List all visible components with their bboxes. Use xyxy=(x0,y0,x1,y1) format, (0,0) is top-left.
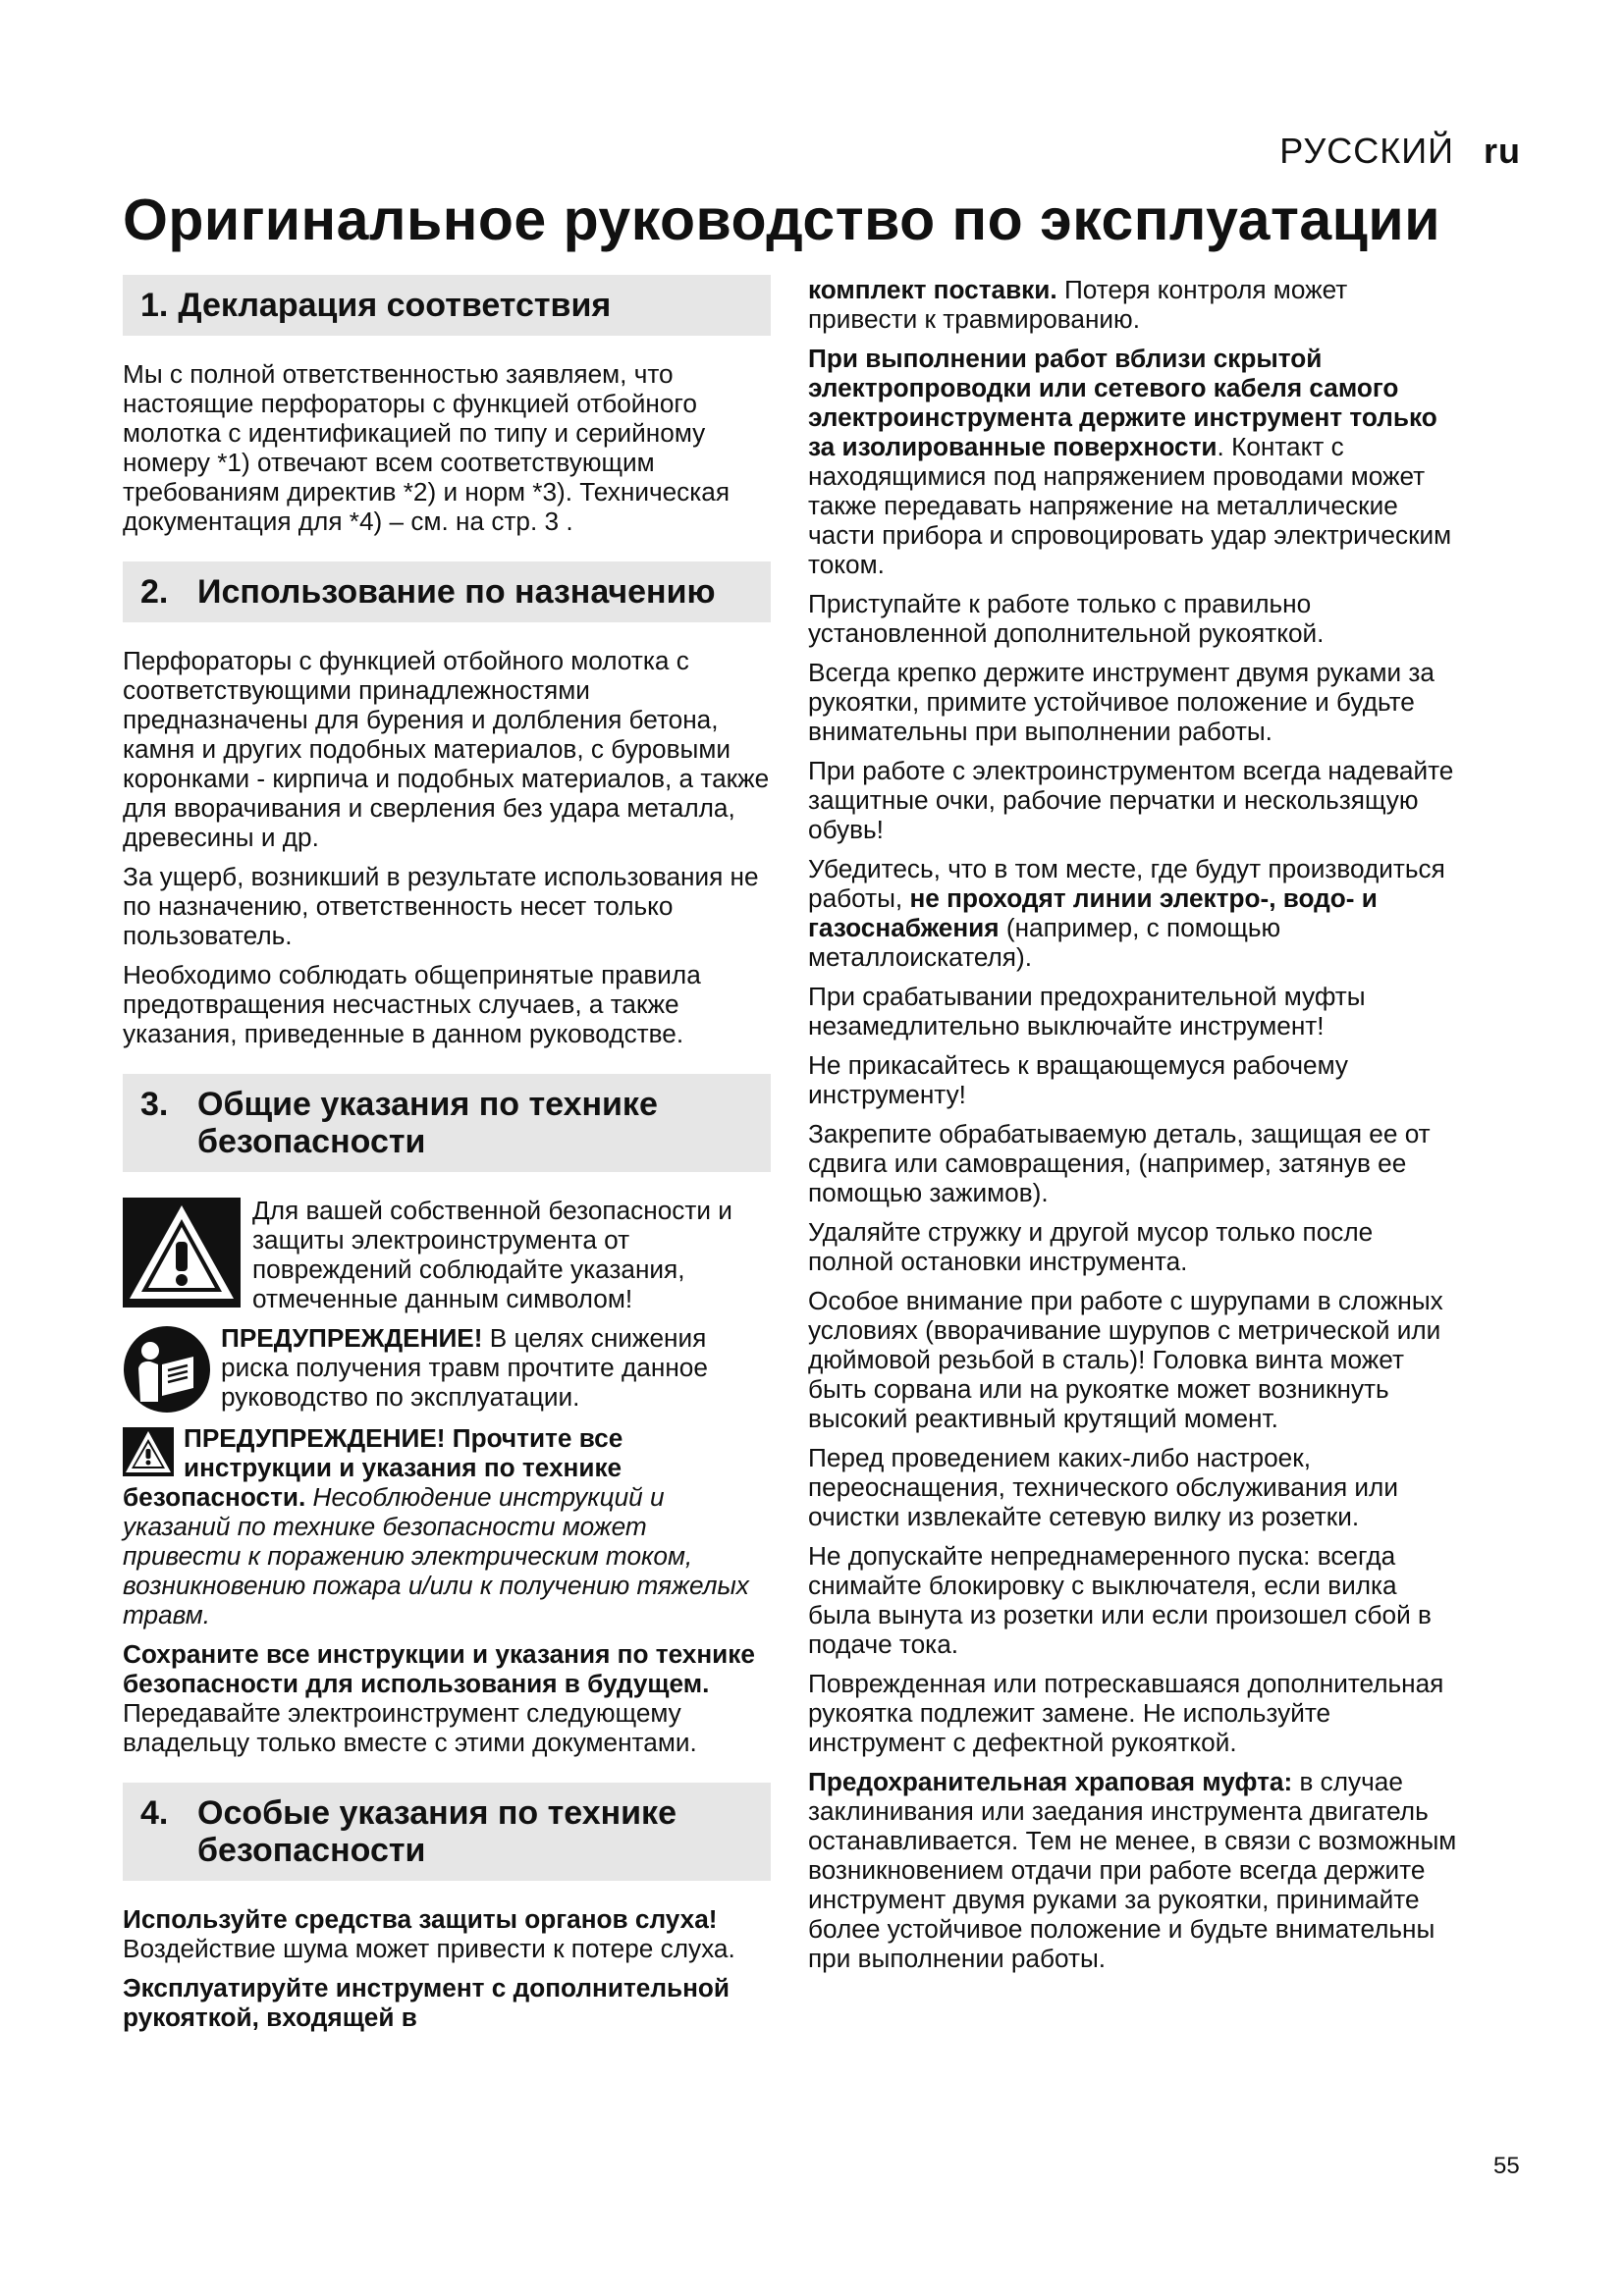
warning-italic-text: Несоблюдение инструкций и указаний по технике безопасности может привести к поражению электрическим током, возникновению пожара и/или к получению тяжелых травм. xyxy=(123,1482,749,1629)
section-title: Особые указания по технике безопасности xyxy=(197,1794,677,1869)
warning-bold: ПРЕДУПРЕЖДЕНИЕ! xyxy=(221,1323,483,1353)
section-2-heading xyxy=(123,561,771,622)
paragraph-bold: не проходят линии электро-, водо- и газоснабжения xyxy=(808,883,1378,942)
warning-symbol-note xyxy=(123,1196,771,1313)
paragraph: Передавайте электроинструмент следующему владельцу только вместе с этими документами. xyxy=(123,1698,697,1757)
paragraph: За ущерб, возникший в результате использования не по назначению, ответственность несет только пользователь. xyxy=(123,862,759,950)
paragraph-text: Потеря контроля может привести к травмированию. xyxy=(808,275,1348,334)
paragraph-bold: комплект поставки. xyxy=(808,275,1057,304)
paragraph: Не прикасайтесь к вращающемуся рабочему инструменту! xyxy=(808,1050,1348,1109)
paragraph: Удаляйте стружку и другой мусор только после полной остановки инструмента. xyxy=(808,1217,1374,1276)
paragraph: Перед проведением каких-либо настроек, переоснащения, технического обслуживания или очистки извлекайте сетевую вилку из розетки. xyxy=(808,1443,1398,1531)
read-manual-warning xyxy=(123,1323,771,1414)
section-title: Использование по назначению xyxy=(197,573,716,611)
warning-text: В целях снижения риска получения травм прочтите данное руководство по эксплуатации. xyxy=(221,1323,708,1412)
paragraph: Для вашей собственной безопасности и защиты электроинструмента от повреждений соблюдайте указания, отмеченные данным символом! xyxy=(252,1196,732,1313)
left-column xyxy=(123,275,771,2042)
paragraph: Перфораторы с функцией отбойного молотка с соответствующими принадлежностями предназначены для бурения и долбления бетона, камня и других подобных материалов, с буровыми коронками - кирпича и подобных материалов, а также для вворачивания и сверления без удара металла, древесины и др. xyxy=(123,646,770,852)
right-column xyxy=(808,275,1461,1983)
section-3-heading xyxy=(123,1074,771,1172)
paragraph: Мы с полной ответственностью заявляем, что настоящие перфораторы с функцией отбойного молотка с идентификацией по типу и серийному номеру *1) отвечают всем соответствующим требованиям директив *2) и норм *3). Техническая документация для *4) – см. на стр. 3 . xyxy=(123,359,731,536)
warning-bold: ПРЕДУПРЕЖДЕНИЕ! Прочтите все инструкции и указания по технике безопасности. xyxy=(123,1423,623,1512)
keep-instructions-bold: Сохраните все инструкции и указания по технике безопасности для использования в будущем. xyxy=(123,1639,755,1698)
paragraph-bold: Используйте средства защиты органов слуха! xyxy=(123,1904,718,1934)
safety-instructions-warning xyxy=(123,1423,771,1629)
paragraph: При срабатывании предохранительной муфты незамедлительно выключайте инструмент! xyxy=(808,982,1366,1041)
warning-small-icon xyxy=(123,1427,174,1476)
paragraph: Особое внимание при работе с шурупами в сложных условиях (вворачивание шурупов с метрической или дюймовой резьбой в сталь)! Головка винта может быть сорвана или на рукоятке может возникнуть высокий реактивный крутящий момент. xyxy=(808,1286,1443,1433)
language-code: ru xyxy=(1484,131,1521,171)
language-name: РУССКИЙ xyxy=(1279,131,1454,171)
page-title: Оригинальное руководство по эксплуатации xyxy=(123,187,1440,252)
warning-triangle-icon xyxy=(123,1198,241,1308)
language-header xyxy=(1279,131,1521,172)
paragraph-text: Убедитесь, что в том месте, где будут производиться работы, xyxy=(808,854,1445,913)
paragraph: Закрепите обрабатываемую деталь, защищая ее от сдвига или самовращения, (например, затянув ее помощью зажимов). xyxy=(808,1119,1431,1207)
section-1-heading xyxy=(123,275,771,336)
page-number: 55 xyxy=(1493,2153,1520,2179)
paragraph-text: (например, с помощью металлоискателя). xyxy=(808,913,1281,972)
paragraph-bold: Эксплуатируйте инструмент с дополнительной рукояткой, входящей в xyxy=(123,1973,730,2032)
paragraph-bold: Предохранительная храповая муфта: xyxy=(808,1767,1293,1796)
paragraph-bold: При выполнении работ вблизи скрытой электропроводки или сетевого кабеля самого электроинструмента держите инструмент только за изолированные поверхности xyxy=(808,344,1437,461)
section-number: 3. xyxy=(140,1086,169,1123)
paragraph-text: Воздействие шума может привести к потере слуха. xyxy=(123,1934,735,1963)
paragraph: Не допускайте непреднамеренного пуска: всегда снимайте блокировку с выключателя, если вилка была вынута из розетки или если произошел сбой в подаче тока. xyxy=(808,1541,1432,1659)
section-number: 1. xyxy=(140,287,169,324)
paragraph: При работе с электроинструментом всегда надевайте защитные очки, рабочие перчатки и нескользящую обувь! xyxy=(808,756,1454,844)
paragraph: Приступайте к работе только с правильно установленной дополнительной рукояткой. xyxy=(808,589,1325,648)
section-4-heading xyxy=(123,1783,771,1881)
paragraph: Всегда крепко держите инструмент двумя руками за рукоятки, примите устойчивое положение и будьте внимательны при выполнении работы. xyxy=(808,658,1435,746)
read-manual-icon xyxy=(123,1325,211,1414)
paragraph-text: . Контакт с находящимися под напряжением проводами может также передавать напряжение на металлические части прибора и спровоцировать удар электрическим током. xyxy=(808,432,1452,579)
paragraph: Необходимо соблюдать общепринятые правила предотвращения несчастных случаев, а также указания, приведенные в данном руководстве. xyxy=(123,960,701,1048)
section-title: Декларация соответствия xyxy=(178,287,612,324)
section-number: 4. xyxy=(140,1794,169,1832)
section-title: Общие указания по технике безопасности xyxy=(197,1086,658,1160)
paragraph-text: в случае заклинивания или заедания инструмента двигатель останавливается. Тем не менее, в связи с возможным возникновением отдачи при работе всегда держите инструмент двумя руками за рукоятки, принимайте более устойчивое положение и будьте внимательны при выполнении работы. xyxy=(808,1767,1457,1973)
paragraph: Поврежденная или потрескавшаяся дополнительная рукоятка подлежит замене. Не используйте инструмент с дефектной рукояткой. xyxy=(808,1669,1444,1757)
section-number: 2. xyxy=(140,573,169,611)
